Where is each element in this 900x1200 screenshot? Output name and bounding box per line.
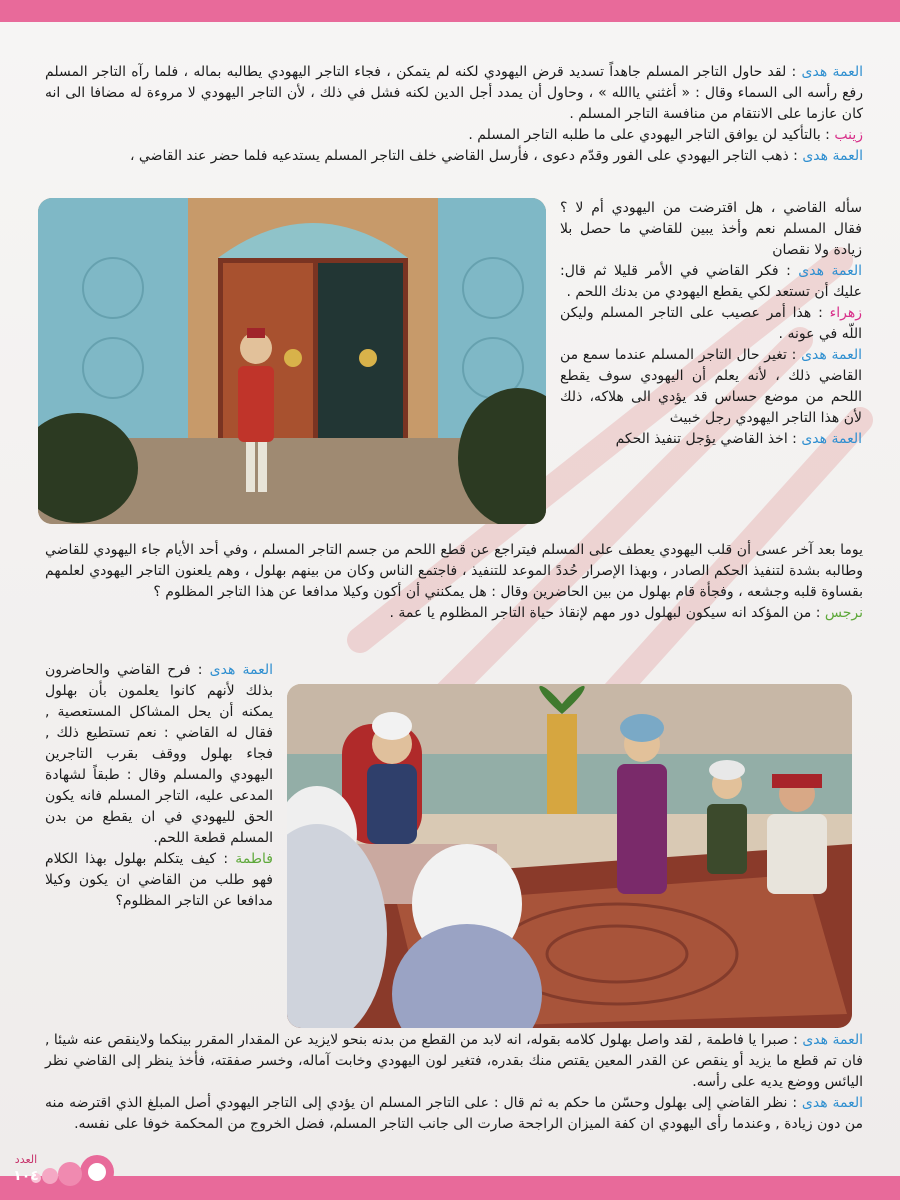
speaker-label: زهراء xyxy=(829,305,862,321)
paragraph-bottom-2 xyxy=(45,1093,863,1135)
speaker-label: فاطمة xyxy=(235,851,273,867)
paragraph-side-1 xyxy=(560,198,862,261)
paragraph-text: : بالتأكيد لن يوافق التاجر اليهودي على ما طلبه التاجر المسلم . xyxy=(468,127,830,143)
illustration-door-scene xyxy=(38,198,546,524)
paragraph-left-1 xyxy=(45,660,273,849)
paragraph-text: : فرح القاضي والحاضرون بذلك لأنهم كانوا يعلمون بأن بهلول يمكنه أن يحل المشاكل المستعصية , فقال له القاضي : نعم تستطيع ذلك , فجاء بهلول ووقف بقرب التاجرين اليهودي والمسلم وقال : طبقاً لشهادة المدعى عليه، التاجر المسلم فانه يكون الحق لليهودي في ان يقطع من بدن المسلم قطعة اللحم. xyxy=(45,662,273,846)
paragraph-text: : صبرا يا فاطمة , لقد واصل بهلول كلامه بقوله، انه لابد من القطع من بدنه بنحو لايزيد عن المقدار المقرر بينكما ولاينقص عنه شيئا , فان تم قطع ما يزيد أو ينقص عن القدر المعين يقتص منك بقدره، فتغير لون اليهودي وخابت آماله، وخسر صفقته، فأخذ ينظر إلى القاضي نظر اليائس ووضع يديه على رأسه. xyxy=(45,1032,863,1090)
paragraph-text: : من المؤكد انه سيكون لبهلول دور مهم لإنقاذ حياة التاجر المظلوم يا عمة . xyxy=(389,605,821,621)
paragraph-text: : نظر القاضي إلى بهلول وحسّن ما حكم به ثم قال : على التاجر المسلم ان يؤدي إلى التاجر اليهودي أصل المبلغ الذي اقترضه منه من دون زيادة , وعندما رأى اليهودي ان كفة الميزان الراجحة صارت الى جانب التاجر المسلم، فضل الخروج من المحكمة خوفا على نفسه. xyxy=(45,1095,863,1132)
paragraph-text: : كيف يتكلم بهلول بهذا الكلام فهو طلب من القاضي ان يكون وكيلا مدافعا عن التاجر المظلوم؟ xyxy=(45,851,273,909)
paragraph-text: : هذا أمر عصيب على التاجر المسلم وليكن اللّه في عونه . xyxy=(560,305,862,342)
left-text-block xyxy=(45,660,273,912)
paragraph-side-3 xyxy=(560,303,862,345)
paragraph-mid-2 xyxy=(45,603,863,624)
speaker-label: العمة هدى xyxy=(801,431,862,447)
paragraph-left-2 xyxy=(45,849,273,912)
speaker-label: زينب xyxy=(834,127,863,143)
speaker-label: العمة هدى xyxy=(802,1032,863,1048)
paragraph-text: : اخذ القاضي يؤجل تنفيذ الحكم xyxy=(615,431,797,447)
paragraph-text: يوما بعد آخر عسى أن قلب اليهودي يعطف على المسلم فيتراجع عن قطع اللحم من جسم التاجر المسلم ، وفي أحد الأيام جاء اليهودي للقاضي وطالبه بشدة لتنفيذ الحكم الصادر ، وبهذا الإصرار حُددً الموعد للتنفيذ ، فاجتمع الناس وكان من بينهم بهلول ، وهم يلعنون التاجر اليهودي لعلمهم بقساوة قلبه وجشعه ، وفجأة قام بهلول من بين الحاضرين وقال : هل يمكنني أن أكون وكيلا مدافعا عن هذا التاجر المظلوم ؟ xyxy=(45,542,863,600)
speaker-label: العمة هدى xyxy=(801,347,863,363)
page-number: ١٠٤ xyxy=(13,1168,39,1184)
paragraph-side-4 xyxy=(560,345,862,429)
speaker-label: العمة هدى xyxy=(801,64,864,80)
speaker-label: نرجس xyxy=(824,605,863,621)
bottom-pink-bar xyxy=(0,1176,900,1200)
speaker-label: العمة هدى xyxy=(798,263,862,279)
paragraph-side-2 xyxy=(560,261,862,303)
paragraph-1 xyxy=(45,62,863,125)
paragraph-text: : لقد حاول التاجر المسلم جاهداً تسديد قرض اليهودي لكنه لم يتمكن ، فجاء التاجر اليهودي يطالبه بماله ، فلما رآه التاجر المسلم رفع رأسه الى السماء وقال : « أغثني ياالله » ، وحاول أن يمدد أجل الدين لكنه فشل في ذلك ، لأن التاجر اليهودي لا مروءة له مضافا الى انه كان عازما على الانتقام من منافسة التاجر المسلم . xyxy=(45,64,863,122)
paragraph-mid-1 xyxy=(45,540,863,603)
top-pink-bar xyxy=(0,0,900,22)
speaker-label: العمة هدى xyxy=(209,662,273,678)
middle-text-block xyxy=(45,540,863,624)
paragraph-text: : ذهب التاجر اليهودي على الفور وقدّم دعوى ، فأرسل القاضي خلف التاجر المسلم يستدعيه فلما حضر عند القاضي ، xyxy=(129,148,798,164)
paragraph-text: سأله القاضي ، هل اقترضت من اليهودي أم لا ؟ فقال المسلم نعم وأخذ يبين للقاضي ما حصل بلا زيادة ولا نقصان xyxy=(560,200,862,258)
paragraph-side-5 xyxy=(560,429,862,450)
bottom-text-block xyxy=(45,1030,863,1135)
page-number-badge xyxy=(2,1150,122,1190)
illustration-court-scene xyxy=(287,684,852,1028)
paragraph-3 xyxy=(45,146,863,167)
speaker-label: العمة هدى xyxy=(801,1095,863,1111)
speaker-label: العمة هدى xyxy=(802,148,863,164)
issue-label: العدد xyxy=(14,1153,38,1166)
paragraph-bottom-1 xyxy=(45,1030,863,1093)
paragraph-text: : تغير حال التاجر المسلم عندما سمع من القاضي ذلك ، لأنه يعلم أن اليهودي سوف يقطع اللحم من موضع حساس قد يؤدي الى هلاكه، ذلك لأن هذا التاجر اليهودي رجل خبيث xyxy=(560,347,862,426)
top-text-block xyxy=(45,62,863,167)
paragraph-text: : فكر القاضي في الأمر قليلا ثم قال: عليك أن تستعد لكي يقطع اليهودي من بدنك اللحم . xyxy=(560,263,862,300)
side-text-block xyxy=(560,198,862,450)
paragraph-2 xyxy=(45,125,863,146)
